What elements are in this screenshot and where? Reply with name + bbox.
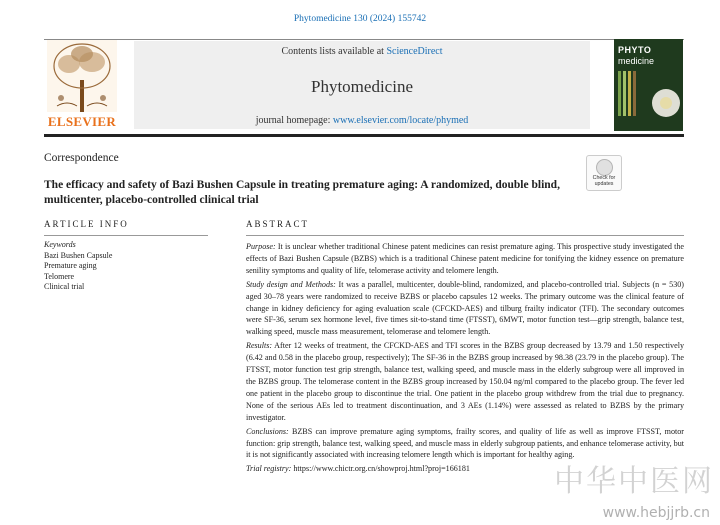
results-text: After 12 weeks of treatment, the CFCKD-AES and TFI scores in the BZBS group decreased by 13.79 and 1.50 respectively (6.42 and 0.58 in the placebo group, respectively); The SF-36 in the BZBS group increased by 98.38 (23.79 in the placebo group). The FTSST, motor function test grip strength, balance test, walking speed, and muscle mass in the elderly subgroup were all improved in the BZBS group. The telomerase content in the BZBS group increased by 150.04 ng/ml compared to the placebo group. The fever led one patient in the placebo group to discontinue the trial. One patient in the placebo group withdrew from the trial due to pregnancy. None of the serious AEs led to treatment discontinuation, and 3 AEs (1.14%) were assessed as related to BZBS by the primary investigator.: [246, 341, 684, 422]
design-heading: Study design and Methods:: [246, 279, 336, 289]
keyword-item: Telomere: [44, 271, 75, 281]
abstract-purpose: [246, 241, 684, 277]
abstract-rule: [246, 235, 684, 236]
contents-prefix: Contents lists available at: [281, 46, 387, 57]
homepage-link[interactable]: www.elsevier.com/locate/phymed: [332, 115, 469, 126]
abstract-results: [246, 340, 684, 423]
keyword-item: Premature aging: [44, 261, 97, 270]
publisher-name: ELSEVIER: [47, 114, 117, 129]
check-for-updates-icon: [596, 159, 613, 176]
conclusions-heading: Conclusions:: [246, 426, 289, 436]
results-heading: Results:: [246, 341, 273, 351]
abstract-body: [246, 241, 684, 477]
keyword-item: Bazi Bushen Capsule: [44, 250, 113, 260]
badge-label-1: Check for: [592, 175, 616, 181]
homepage-line: [134, 115, 590, 126]
keywords-heading: Keywords: [44, 240, 76, 249]
purpose-text: It is unclear whether traditional Chinese patent medicines can resist premature aging. This prospective study investigated the effects of Bazi Bushen Capsule (BZBS) which is a traditional Chinese patent medicine for tonifying the kidney essence on premature senility symptoms and quality of life, telomerase activity and telomere length.: [246, 242, 684, 275]
elsevier-tree-icon: [47, 40, 117, 112]
journal-title: Phytomedicine: [311, 77, 413, 96]
watermark-logo: 中华中医网: [554, 464, 714, 499]
sciencedirect-link[interactable]: ScienceDirect: [386, 46, 443, 57]
journal-citation[interactable]: Phytomedicine 130 (2024) 155742: [293, 14, 427, 24]
keyword-item: Clinical trial: [44, 282, 85, 291]
keywords-block: [44, 240, 204, 293]
article-type: Correspondence: [44, 152, 119, 164]
journal-masthead: [134, 41, 590, 129]
homepage-prefix: journal homepage:: [255, 115, 333, 126]
article-info-rule: [44, 235, 208, 236]
badge-label-2: updates: [594, 181, 614, 187]
watermark-url: www.hebjjrb.cn: [602, 505, 710, 521]
abstract-design: [246, 279, 684, 339]
design-text: It was a parallel, multicenter, double-blind, randomized, and placebo-controlled trial. Subjects (n = 530) aged 30–78 years were randomized to receive BZBS or placebo capsules 12 weeks. The primary outcome was the clinical feature of change in kidney deficiency for aging evaluation scale (CFCKD-AES) and tilburg frailty indicator (TFI). The secondary outcomes were SF-36, serum sex hormone level, five times sit-to-stand time (FTSST), 6MWT, motor function test—grip strength, balance test, walking speed, muscle mass measurement, telomerase and telomere length.: [246, 279, 684, 337]
header-bottom-rule: [44, 134, 684, 137]
cover-title-line-2: medicine: [618, 56, 655, 66]
journal-cover-image[interactable]: [614, 39, 683, 131]
article-title: The efficacy and safety of Bazi Bushen Capsule in treating premature aging: A randomized, double blind, multicenter, placebo-controlled clinical trial: [44, 179, 560, 206]
abstract-heading: ABSTRACT: [246, 219, 310, 229]
elsevier-logo[interactable]: [44, 38, 120, 131]
registry-heading: Trial registry:: [246, 464, 292, 474]
contents-line: [134, 46, 590, 57]
cover-title-line-1: PHYTO: [618, 45, 652, 55]
cover-flower-icon: [614, 39, 683, 131]
journal-header: [44, 38, 684, 131]
article-info-heading: ARTICLE INFO: [44, 219, 129, 229]
conclusions-text: BZBS can improve premature aging symptoms, frailty scores, and quality of life as well as improve FTSST, motor function: grip strength, balance test, walking speed, and muscle mass in elderly subgroup patients, and enhance telomerase activity, but it is not significantly associated with increasing telomere length which is important for healthy aging.: [246, 426, 684, 460]
purpose-heading: Purpose:: [246, 242, 276, 251]
registry-link[interactable]: https://www.chictr.org.cn/showproj.html?proj=166181: [291, 464, 470, 474]
